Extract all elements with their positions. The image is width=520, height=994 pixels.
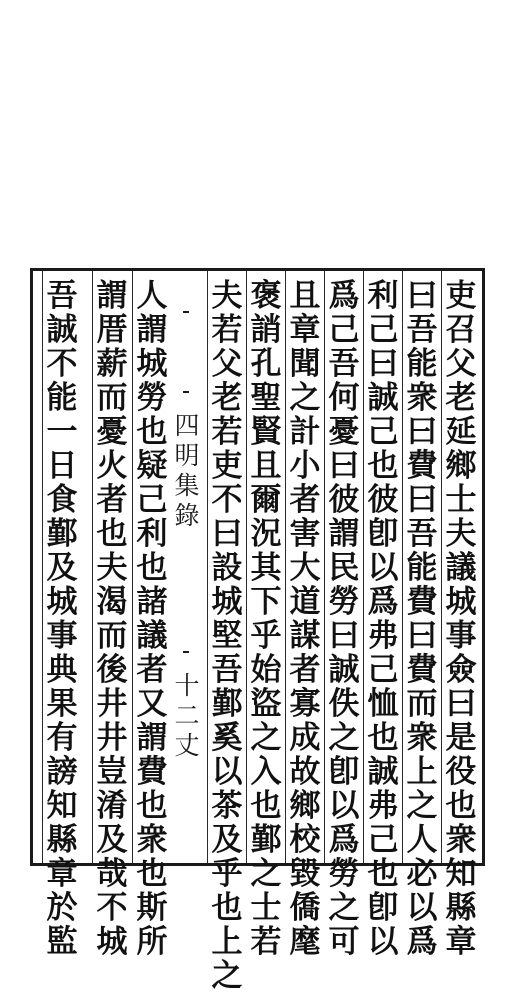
fold-title bbox=[173, 411, 201, 531]
character: 謂 bbox=[96, 278, 128, 314]
character: 吾 bbox=[211, 652, 243, 688]
character: 也 bbox=[136, 550, 168, 586]
character: 必 bbox=[406, 856, 438, 892]
fold-strip bbox=[169, 271, 209, 863]
fold-page-char: 二 bbox=[174, 701, 200, 730]
character: 爾 bbox=[250, 482, 282, 518]
character: 一 bbox=[46, 414, 78, 450]
character: 爲 bbox=[328, 278, 360, 314]
text-column bbox=[43, 278, 81, 960]
character: 也 bbox=[367, 856, 399, 892]
character: 麾 bbox=[289, 924, 321, 960]
character: 彼 bbox=[367, 482, 399, 518]
character: 設 bbox=[211, 550, 243, 586]
character: 爲 bbox=[328, 822, 360, 858]
character: 豈 bbox=[96, 754, 128, 790]
character: 費 bbox=[406, 584, 438, 620]
character: 況 bbox=[250, 516, 282, 552]
character: 所 bbox=[136, 924, 168, 960]
character: 恤 bbox=[367, 686, 399, 722]
character: 害 bbox=[289, 516, 321, 552]
character: 費 bbox=[406, 652, 438, 688]
character: 衆 bbox=[406, 380, 438, 416]
character: 聞 bbox=[289, 346, 321, 382]
character: 老 bbox=[211, 380, 243, 416]
character: 議 bbox=[136, 618, 168, 654]
character: 以 bbox=[367, 550, 399, 586]
character: 能 bbox=[406, 346, 438, 382]
fold-page-char: 丈 bbox=[174, 731, 200, 760]
text-column bbox=[403, 278, 441, 960]
character: 吏 bbox=[445, 278, 477, 314]
character: 謂 bbox=[136, 312, 168, 348]
character: 延 bbox=[445, 414, 477, 450]
character: 己 bbox=[367, 312, 399, 348]
character: 民 bbox=[328, 550, 360, 586]
character: 以 bbox=[406, 890, 438, 926]
character: 乎 bbox=[250, 618, 282, 654]
character: 也 bbox=[136, 788, 168, 824]
character: 日 bbox=[46, 448, 78, 484]
character: 費 bbox=[406, 448, 438, 484]
character: 之 bbox=[328, 720, 360, 756]
character: 僑 bbox=[289, 890, 321, 926]
character: 勞 bbox=[136, 380, 168, 416]
character: 而 bbox=[96, 380, 128, 416]
character: 曰 bbox=[328, 618, 360, 654]
character: 城 bbox=[96, 924, 128, 960]
text-column bbox=[364, 278, 402, 960]
character: 弗 bbox=[367, 618, 399, 654]
character: 井 bbox=[96, 686, 128, 722]
character: 利 bbox=[136, 516, 168, 552]
character: 能 bbox=[46, 380, 78, 416]
character: 薪 bbox=[96, 346, 128, 382]
character: 己 bbox=[367, 414, 399, 450]
character: 小 bbox=[289, 448, 321, 484]
character: 彼 bbox=[328, 482, 360, 518]
character: 衆 bbox=[406, 720, 438, 756]
character: 城 bbox=[136, 346, 168, 382]
character: 寡 bbox=[289, 686, 321, 722]
character: 成 bbox=[289, 720, 321, 756]
character: 也 bbox=[445, 788, 477, 824]
character: 章 bbox=[46, 856, 78, 892]
text-column bbox=[442, 278, 480, 960]
character: 夫 bbox=[96, 550, 128, 586]
character: 而 bbox=[96, 618, 128, 654]
character: 若 bbox=[250, 924, 282, 960]
character: 利 bbox=[367, 278, 399, 314]
character: 斯 bbox=[136, 890, 168, 926]
text-columns bbox=[33, 271, 482, 994]
character: 校 bbox=[289, 822, 321, 858]
fold-page-char: 十 bbox=[174, 671, 200, 700]
character: 大 bbox=[289, 550, 321, 586]
character: 茶 bbox=[211, 788, 243, 824]
character: 火 bbox=[96, 448, 128, 484]
character: 而 bbox=[406, 686, 438, 722]
character: 章 bbox=[289, 312, 321, 348]
character: 者 bbox=[289, 482, 321, 518]
fold-mark bbox=[183, 391, 189, 393]
character: 也 bbox=[367, 448, 399, 484]
character: 議 bbox=[445, 550, 477, 586]
character: 鄞 bbox=[211, 686, 243, 722]
character: 曰 bbox=[406, 618, 438, 654]
text-column bbox=[286, 278, 324, 960]
character: 鄞 bbox=[46, 516, 78, 552]
character: 憂 bbox=[328, 414, 360, 450]
fold-mark bbox=[183, 651, 189, 653]
character: 之 bbox=[328, 890, 360, 926]
character: 之 bbox=[250, 856, 282, 892]
character: 曰 bbox=[445, 686, 477, 722]
character: 曰 bbox=[406, 278, 438, 314]
character: 誠 bbox=[46, 312, 78, 348]
character: 費 bbox=[136, 754, 168, 790]
character: 褒 bbox=[250, 278, 282, 314]
character: 及 bbox=[211, 822, 243, 858]
character: 不 bbox=[211, 482, 243, 518]
character: 士 bbox=[445, 482, 477, 518]
character: 吾 bbox=[406, 312, 438, 348]
character: 能 bbox=[406, 550, 438, 586]
character: 卽 bbox=[367, 890, 399, 926]
character: 曰 bbox=[367, 346, 399, 382]
character: 其 bbox=[250, 550, 282, 586]
character: 人 bbox=[406, 822, 438, 858]
character: 也 bbox=[136, 856, 168, 892]
character: 上 bbox=[406, 754, 438, 790]
character: 僉 bbox=[445, 652, 477, 688]
character: 鄉 bbox=[289, 788, 321, 824]
fold-mark bbox=[183, 311, 189, 313]
character: 佚 bbox=[328, 686, 360, 722]
character: 又 bbox=[136, 686, 168, 722]
character: 也 bbox=[136, 414, 168, 450]
character: 可 bbox=[328, 924, 360, 960]
character: 鄉 bbox=[445, 448, 477, 484]
character: 渴 bbox=[96, 584, 128, 620]
character: 何 bbox=[328, 380, 360, 416]
character: 故 bbox=[289, 754, 321, 790]
text-column bbox=[325, 278, 363, 960]
character: 賢 bbox=[250, 414, 282, 450]
character: 知 bbox=[445, 856, 477, 892]
character: 衆 bbox=[445, 822, 477, 858]
character: 己 bbox=[136, 482, 168, 518]
character: 卽 bbox=[328, 754, 360, 790]
character: 之 bbox=[250, 720, 282, 756]
character: 卽 bbox=[367, 516, 399, 552]
character: 以 bbox=[367, 924, 399, 960]
fold-title-char: 四 bbox=[174, 411, 200, 440]
character: 上 bbox=[211, 924, 243, 960]
character: 聖 bbox=[250, 380, 282, 416]
character: 父 bbox=[445, 346, 477, 382]
character: 爲 bbox=[406, 924, 438, 960]
character: 以 bbox=[211, 754, 243, 790]
text-column bbox=[93, 278, 131, 960]
text-block-frame bbox=[30, 268, 485, 994]
character: 己 bbox=[328, 312, 360, 348]
character: 謗 bbox=[46, 754, 78, 790]
character: 事 bbox=[46, 618, 78, 654]
character: 不 bbox=[96, 890, 128, 926]
character: 乎 bbox=[211, 856, 243, 892]
text-column bbox=[208, 278, 246, 994]
character: 若 bbox=[211, 312, 243, 348]
character: 也 bbox=[96, 516, 128, 552]
character: 疑 bbox=[136, 448, 168, 484]
character: 曰 bbox=[406, 482, 438, 518]
character: 毀 bbox=[289, 856, 321, 892]
character: 計 bbox=[289, 414, 321, 450]
character: 是 bbox=[445, 720, 477, 756]
text-column bbox=[247, 278, 285, 960]
character: 士 bbox=[250, 890, 282, 926]
character: 且 bbox=[250, 448, 282, 484]
character: 淆 bbox=[96, 788, 128, 824]
character: 有 bbox=[46, 720, 78, 756]
text-column bbox=[133, 278, 171, 960]
character: 事 bbox=[445, 618, 477, 654]
character: 吾 bbox=[46, 278, 78, 314]
fold-title-char: 集 bbox=[174, 471, 200, 500]
character: 謀 bbox=[289, 618, 321, 654]
character: 果 bbox=[46, 686, 78, 722]
character: 之 bbox=[289, 380, 321, 416]
fold-page-number bbox=[173, 671, 201, 761]
character: 之 bbox=[406, 788, 438, 824]
fold-title-char: 錄 bbox=[174, 501, 200, 530]
character: 及 bbox=[96, 822, 128, 858]
character: 誠 bbox=[328, 652, 360, 688]
character: 城 bbox=[445, 584, 477, 620]
character: 謂 bbox=[328, 516, 360, 552]
character: 之 bbox=[211, 958, 243, 994]
character: 役 bbox=[445, 754, 477, 790]
character: 勞 bbox=[328, 584, 360, 620]
character: 哉 bbox=[96, 856, 128, 892]
character: 召 bbox=[445, 312, 477, 348]
character: 不 bbox=[46, 346, 78, 382]
character: 謂 bbox=[136, 720, 168, 756]
character: 者 bbox=[136, 652, 168, 688]
character: 孔 bbox=[250, 346, 282, 382]
character: 曰 bbox=[211, 516, 243, 552]
character: 諸 bbox=[136, 584, 168, 620]
character: 人 bbox=[136, 278, 168, 314]
character: 且 bbox=[289, 278, 321, 314]
character: 盜 bbox=[250, 686, 282, 722]
character: 弗 bbox=[367, 788, 399, 824]
character: 縣 bbox=[46, 822, 78, 858]
character: 及 bbox=[46, 550, 78, 586]
character: 後 bbox=[96, 652, 128, 688]
character: 勞 bbox=[328, 856, 360, 892]
character: 始 bbox=[250, 652, 282, 688]
character: 誚 bbox=[250, 312, 282, 348]
character: 老 bbox=[445, 380, 477, 416]
character: 入 bbox=[250, 754, 282, 790]
character: 也 bbox=[211, 890, 243, 926]
character: 城 bbox=[46, 584, 78, 620]
character: 若 bbox=[211, 414, 243, 450]
character: 誠 bbox=[367, 380, 399, 416]
character: 縣 bbox=[445, 890, 477, 926]
character: 爲 bbox=[367, 584, 399, 620]
character: 吾 bbox=[328, 346, 360, 382]
character: 曰 bbox=[406, 414, 438, 450]
character: 己 bbox=[367, 652, 399, 688]
character: 監 bbox=[46, 924, 78, 960]
character: 者 bbox=[96, 482, 128, 518]
character: 奚 bbox=[211, 720, 243, 756]
character: 井 bbox=[96, 720, 128, 756]
character: 夫 bbox=[211, 278, 243, 314]
character: 食 bbox=[46, 482, 78, 518]
character: 父 bbox=[211, 346, 243, 382]
character: 衆 bbox=[136, 822, 168, 858]
character: 於 bbox=[46, 890, 78, 926]
character: 己 bbox=[367, 822, 399, 858]
character: 曰 bbox=[328, 448, 360, 484]
character: 道 bbox=[289, 584, 321, 620]
character: 夫 bbox=[445, 516, 477, 552]
character: 吏 bbox=[211, 448, 243, 484]
character: 厝 bbox=[96, 312, 128, 348]
character: 憂 bbox=[96, 414, 128, 450]
character: 章 bbox=[445, 924, 477, 960]
character: 者 bbox=[289, 652, 321, 688]
character: 也 bbox=[367, 720, 399, 756]
character: 以 bbox=[328, 788, 360, 824]
character: 下 bbox=[250, 584, 282, 620]
character: 鄞 bbox=[250, 822, 282, 858]
character: 城 bbox=[211, 584, 243, 620]
character: 堅 bbox=[211, 618, 243, 654]
character: 誠 bbox=[367, 754, 399, 790]
character: 典 bbox=[46, 652, 78, 688]
character: 知 bbox=[46, 788, 78, 824]
character: 也 bbox=[250, 788, 282, 824]
character: 吾 bbox=[406, 516, 438, 552]
fold-title-char: 明 bbox=[174, 441, 200, 470]
